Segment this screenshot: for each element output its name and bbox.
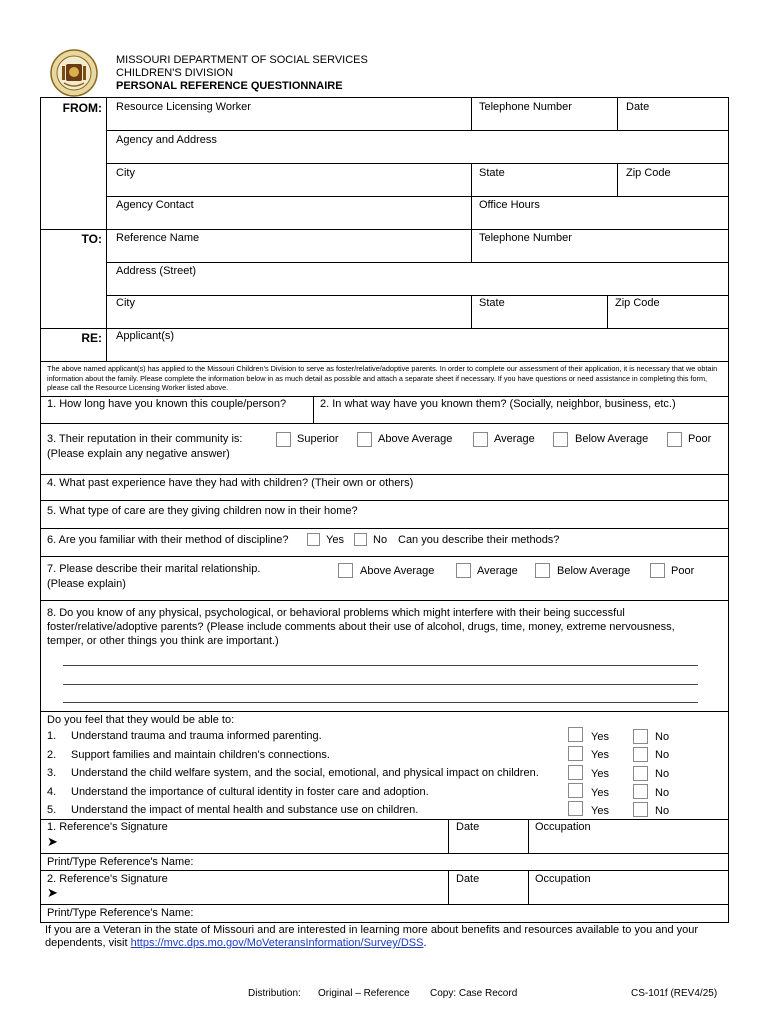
agency-contact-field[interactable]: Agency Contact <box>116 199 194 211</box>
q3-poor-label: Poor <box>688 433 712 445</box>
ability-3-no-checkbox[interactable] <box>633 766 648 781</box>
q3-below-average-checkbox[interactable] <box>553 432 568 447</box>
q6-yes-checkbox[interactable] <box>307 533 320 546</box>
header-department: MISSOURI DEPARTMENT OF SOCIAL SERVICES <box>116 54 368 66</box>
header-division: CHILDREN'S DIVISION <box>116 67 234 79</box>
q3-superior-label: Superior <box>297 433 339 445</box>
q3-average-checkbox[interactable] <box>473 432 488 447</box>
ability-intro: Do you feel that they would be able to: <box>47 714 235 726</box>
reference-1-print-name-field[interactable]: Print/Type Reference's Name: <box>47 856 194 868</box>
reference-name-field[interactable]: Reference Name <box>116 232 200 244</box>
q6-no-checkbox[interactable] <box>354 533 367 546</box>
q3-above-average-label: Above Average <box>378 433 453 445</box>
ability-2-yes-label: Yes <box>591 749 609 761</box>
ability-3-yes-checkbox[interactable] <box>568 765 583 780</box>
ability-4-no-label: No <box>655 787 670 799</box>
q3-superior-checkbox[interactable] <box>276 432 291 447</box>
question-8-line-3: temper, or other things you think are important.) <box>47 635 279 647</box>
question-5[interactable]: 5. What type of care are they giving children now in their home? <box>47 505 358 517</box>
q3-poor-checkbox[interactable] <box>667 432 682 447</box>
from-zip-field[interactable]: Zip Code <box>626 167 671 179</box>
q3-above-average-checkbox[interactable] <box>357 432 372 447</box>
from-telephone-field[interactable]: Telephone Number <box>479 101 572 113</box>
footer-copy: Copy: Case Record <box>430 988 518 999</box>
footer-distribution: Distribution: <box>248 988 301 999</box>
question-7: 7. Please describe their marital relationship. <box>47 563 261 575</box>
to-label: TO: <box>81 232 102 246</box>
ability-1-yes-checkbox[interactable] <box>568 727 583 742</box>
ability-5-yes-label: Yes <box>591 805 609 817</box>
ability-4-no-checkbox[interactable] <box>633 784 648 799</box>
q7-below-average-label: Below Average <box>557 565 631 577</box>
q6-no-label: No <box>373 534 388 546</box>
resource-worker-field[interactable]: Resource Licensing Worker <box>116 101 251 113</box>
signature-1-arrow-icon: ➤ <box>47 835 58 850</box>
q3-average-label: Average <box>494 433 535 445</box>
ability-1-text: Understand trauma and trauma informed parenting. <box>71 730 322 742</box>
to-address-field[interactable]: Address (Street) <box>116 265 197 277</box>
to-zip-field[interactable]: Zip Code <box>615 297 660 309</box>
ability-3-num: 3. <box>47 767 57 779</box>
reference-2-date-field[interactable]: Date <box>456 873 480 885</box>
q7-poor-label: Poor <box>671 565 695 577</box>
re-label: RE: <box>81 331 102 345</box>
reference-2-occupation-field[interactable]: Occupation <box>535 873 591 885</box>
state-seal-logo <box>50 49 98 97</box>
ability-2-no-label: No <box>655 749 670 761</box>
q7-average-label: Average <box>477 565 518 577</box>
veteran-notice-prefix: dependents, visit <box>45 937 131 949</box>
from-state-field[interactable]: State <box>479 167 505 179</box>
ability-2-no-checkbox[interactable] <box>633 747 648 762</box>
q3-below-average-label: Below Average <box>575 433 649 445</box>
ability-4-yes-label: Yes <box>591 787 609 799</box>
ability-1-yes-label: Yes <box>591 731 609 743</box>
ability-2-num: 2. <box>47 749 57 761</box>
question-1[interactable]: 1. How long have you known this couple/person? <box>47 398 287 410</box>
q8-answer-line-1[interactable] <box>63 665 698 666</box>
ability-1-no-checkbox[interactable] <box>633 729 648 744</box>
veteran-survey-link[interactable]: https://mvc.dps.mo.gov/MoVeteransInformation/Survey/DSS <box>130 937 424 949</box>
reference-2-print-name-field[interactable]: Print/Type Reference's Name: <box>47 907 194 919</box>
question-8: 8. Do you know of any physical, psychological, or behavioral problems which might interfere with their being successful <box>47 607 625 619</box>
ability-2-text: Support families and maintain children's connections. <box>71 749 330 761</box>
veteran-notice-suffix: . <box>423 937 427 949</box>
ability-4-yes-checkbox[interactable] <box>568 783 583 798</box>
question-3: 3. Their reputation in their community is: <box>47 433 243 445</box>
veteran-notice-line-1: If you are a Veteran in the state of Missouri and are interested in learning more about benefits and resources available to you and your <box>45 924 699 936</box>
to-state-field[interactable]: State <box>479 297 505 309</box>
form-title: PERSONAL REFERENCE QUESTIONNAIRE <box>116 80 343 92</box>
signature-2-arrow-icon: ➤ <box>47 886 58 901</box>
office-hours-field[interactable]: Office Hours <box>479 199 540 211</box>
veteran-notice-line-2 <box>45 937 427 950</box>
to-telephone-field[interactable]: Telephone Number <box>479 232 572 244</box>
from-label: FROM: <box>62 101 102 115</box>
to-city-field[interactable]: City <box>116 297 135 309</box>
ability-1-no-label: No <box>655 731 670 743</box>
reference-1-date-field[interactable]: Date <box>456 821 480 833</box>
ability-5-num: 5. <box>47 804 57 816</box>
q7-above-average-checkbox[interactable] <box>338 563 353 578</box>
ability-3-no-label: No <box>655 768 670 780</box>
q7-poor-checkbox[interactable] <box>650 563 665 578</box>
question-8-line-2: foster/relative/adoptive parents? (Please include comments about their use of alcohol, drugs, time, money, extreme nervousness, <box>47 621 675 633</box>
reference-2-signature-field[interactable]: 2. Reference's Signature <box>47 873 168 885</box>
form-id: CS-101f (REV4/25) <box>631 988 718 999</box>
q7-below-average-checkbox[interactable] <box>535 563 550 578</box>
from-city-field[interactable]: City <box>116 167 135 179</box>
q8-answer-line-3[interactable] <box>63 702 698 703</box>
ability-5-no-checkbox[interactable] <box>633 802 648 817</box>
q6-follow-up[interactable]: Can you describe their methods? <box>398 534 560 546</box>
ability-5-yes-checkbox[interactable] <box>568 801 583 816</box>
q6-yes-label: Yes <box>326 534 344 546</box>
intro-paragraph: The above named applicant(s) has applied to the Missouri Children's Division to serve as foster/relative/adoptive parents. In order to complete our assessment of their application, it is necessary that we obtain information about the family. Please complete the information below in as much detail as possible and attach a separate sheet if necessary. If you have questions or need assistance in completing this form, please call the Resource Licensing Worker listed above. <box>47 364 718 392</box>
agency-address-field[interactable]: Agency and Address <box>116 134 217 146</box>
reference-1-occupation-field[interactable]: Occupation <box>535 821 591 833</box>
ability-1-num: 1. <box>47 730 57 742</box>
ability-3-yes-label: Yes <box>591 768 609 780</box>
q7-above-average-label: Above Average <box>360 565 435 577</box>
ability-3-text: Understand the child welfare system, and the social, emotional, and physical impact on children. <box>71 767 539 779</box>
reference-1-signature-field[interactable]: 1. Reference's Signature <box>47 821 168 833</box>
question-2[interactable]: 2. In what way have you known them? (Socially, neighbor, business, etc.) <box>320 398 676 410</box>
ability-4-text: Understand the importance of cultural identity in foster care and adoption. <box>71 786 429 798</box>
ability-5-no-label: No <box>655 805 670 817</box>
question-3-explain[interactable]: (Please explain any negative answer) <box>47 448 230 460</box>
footer-original: Original – Reference <box>318 988 410 999</box>
from-date-field[interactable]: Date <box>626 101 650 113</box>
question-6: 6. Are you familiar with their method of discipline? <box>47 534 289 546</box>
question-7-explain[interactable]: (Please explain) <box>47 578 126 590</box>
ability-4-num: 4. <box>47 786 57 798</box>
q8-answer-line-2[interactable] <box>63 684 698 685</box>
applicants-field[interactable]: Applicant(s) <box>116 330 175 342</box>
question-4[interactable]: 4. What past experience have they had with children? (Their own or others) <box>47 477 414 489</box>
ability-2-yes-checkbox[interactable] <box>568 746 583 761</box>
ability-5-text: Understand the impact of mental health and substance use on children. <box>71 804 419 816</box>
q7-average-checkbox[interactable] <box>456 563 471 578</box>
